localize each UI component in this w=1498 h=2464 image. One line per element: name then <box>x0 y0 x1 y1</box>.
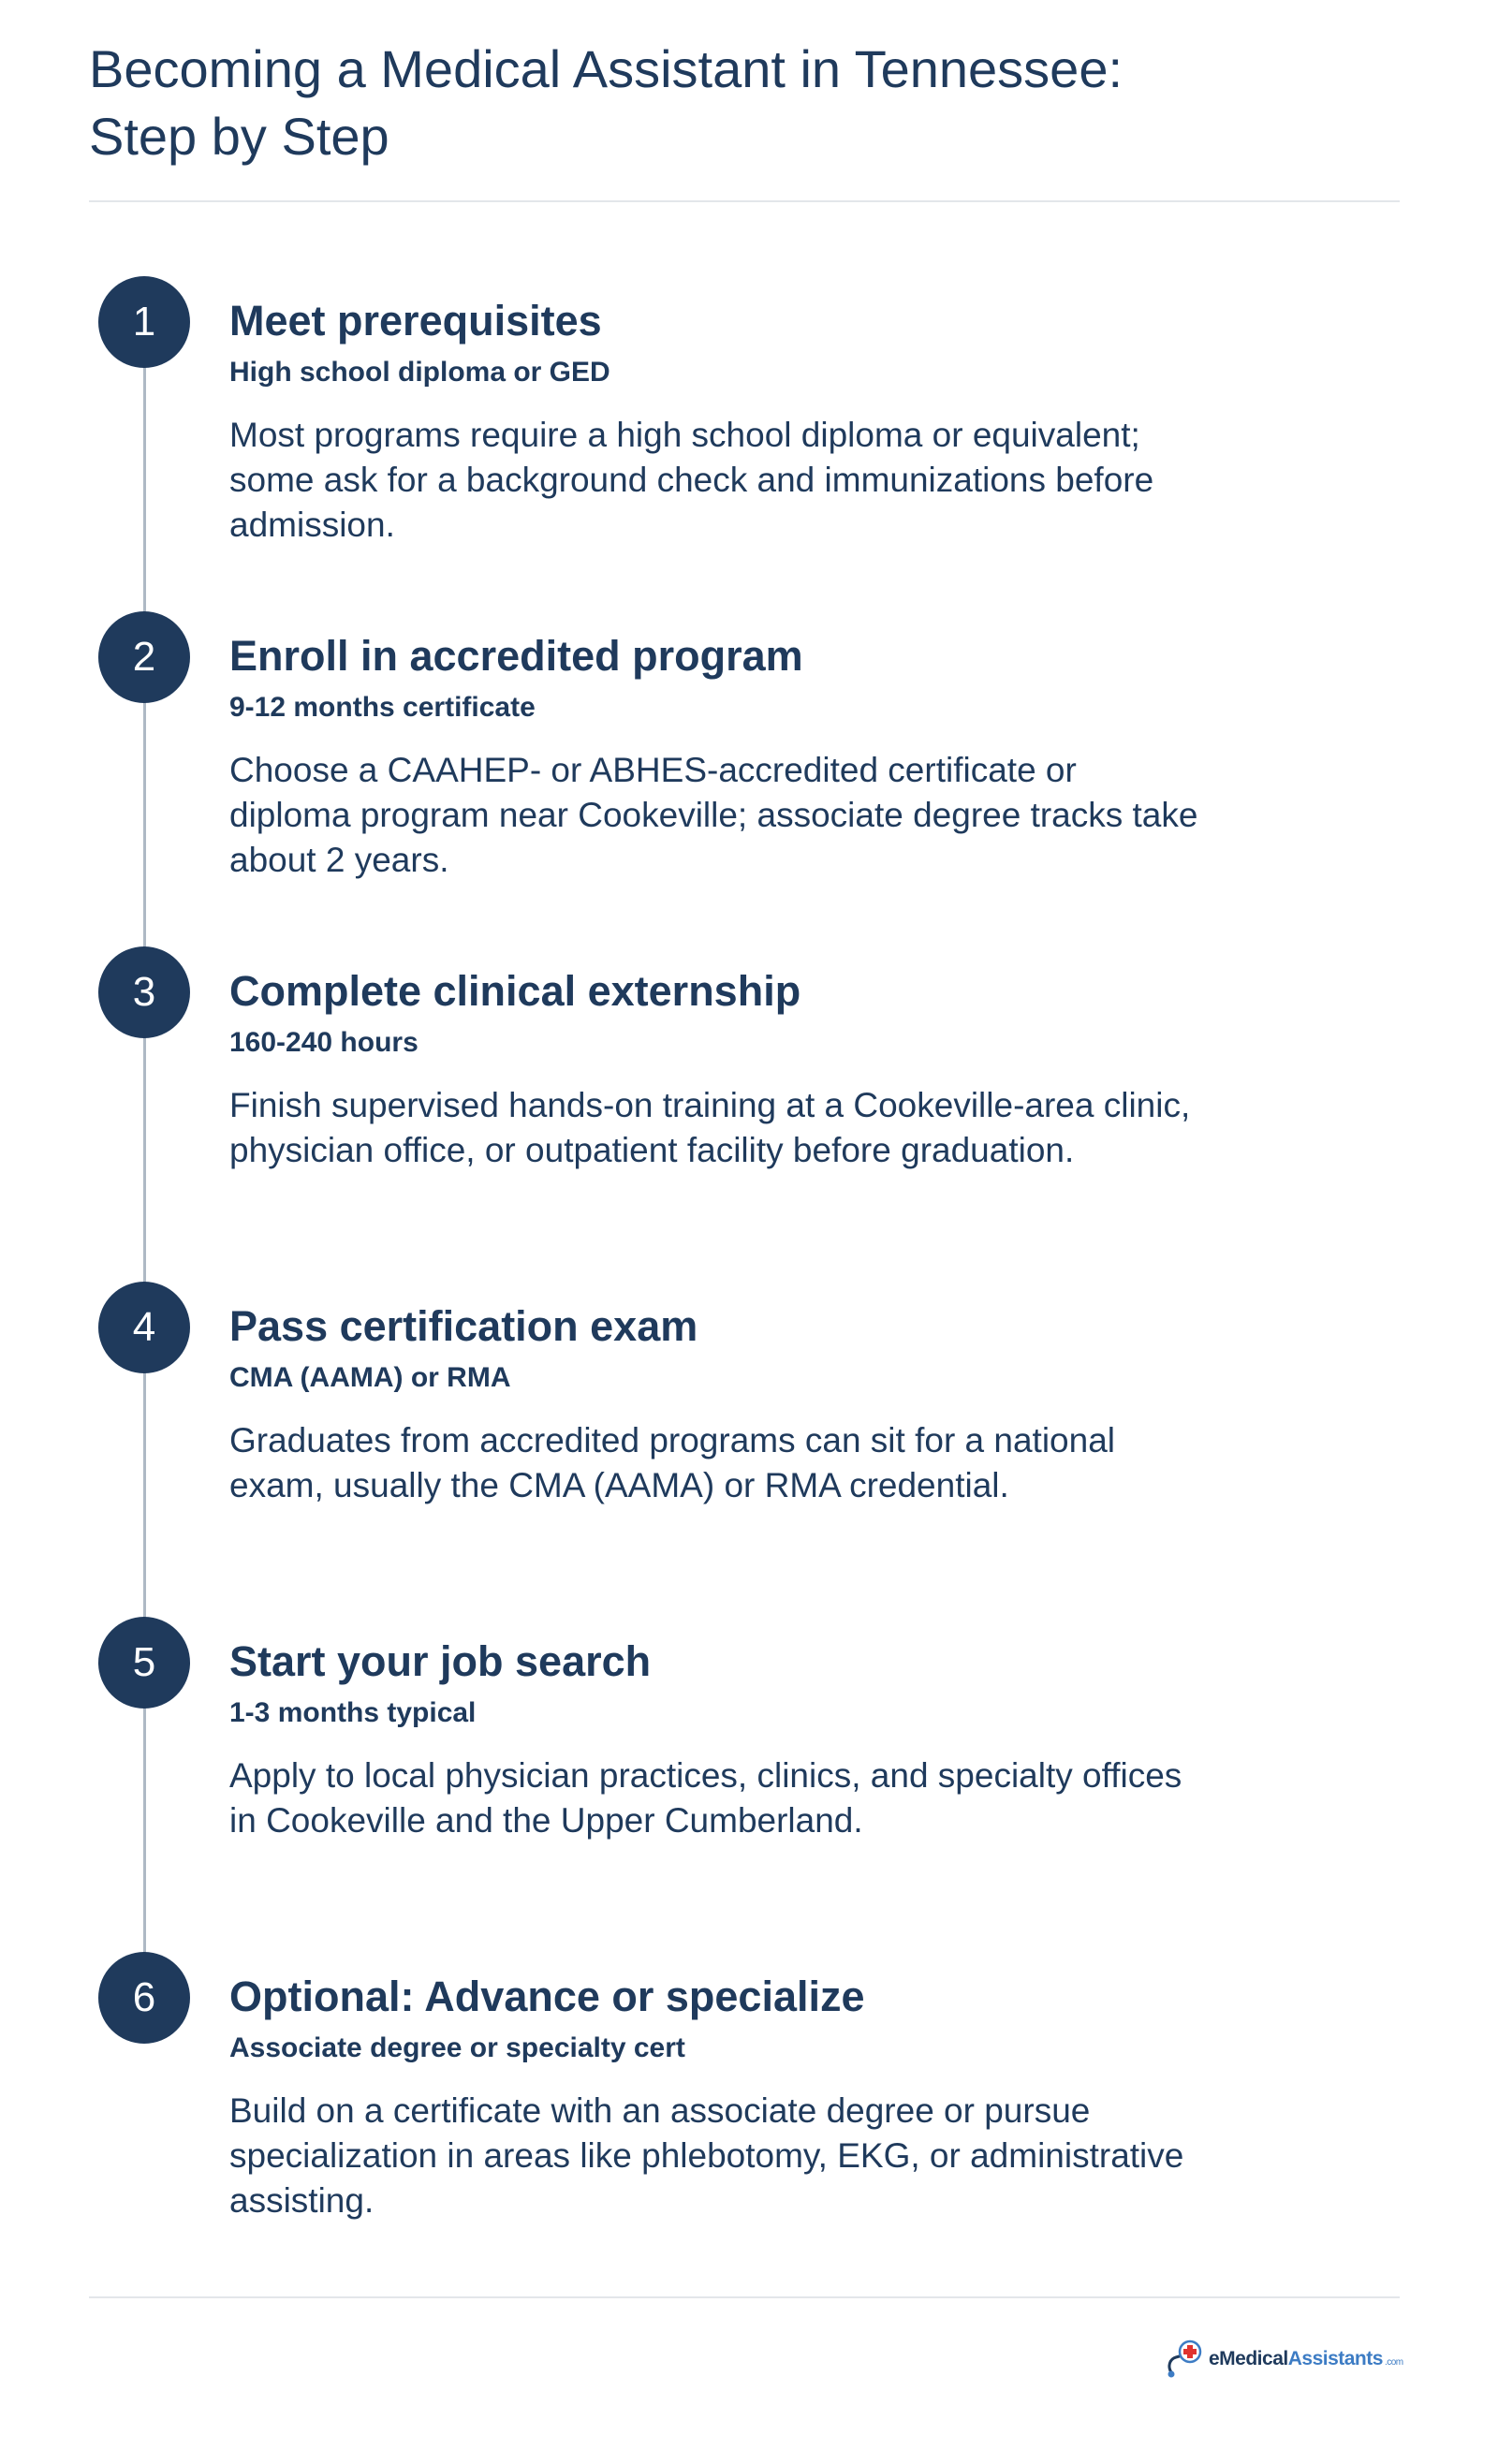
step-description: Graduates from accredited programs can sit for a national exam, usually the CMA (AAMA) or RMA credential. <box>229 1421 1116 1504</box>
step-description: Build on a certificate with an associate degree or pursue specialization in areas like phlebotomy, EKG, or administrative assisting. <box>229 2091 1184 2220</box>
step-number-badge: 5 <box>98 1617 190 1709</box>
timeline-connector <box>143 324 146 1995</box>
step-description: Most programs require a high school diploma or equivalent; some ask for a background check and immunizations before admission. <box>229 416 1154 544</box>
brand-logo-text: eMedicalAssistants .com <box>1209 2348 1403 2369</box>
step-subtitle: 9-12 months certificate <box>229 692 536 723</box>
page-title-line-2: Step by Step <box>89 107 389 166</box>
step-subtitle: 160-240 hours <box>229 1027 419 1058</box>
step-description: Apply to local physician practices, clinics, and specialty offices in Cookeville and the Upper Cumberland. <box>229 1756 1182 1840</box>
step-heading: Optional: Advance or specialize <box>229 1973 865 2020</box>
page-title <box>89 36 1306 170</box>
step-number-badge: 3 <box>98 946 190 1038</box>
step-number-badge: 1 <box>98 276 190 368</box>
stethoscope-cross-icon <box>1164 2339 1207 2380</box>
step-subtitle: 1-3 months typical <box>229 1697 477 1728</box>
step-description: Choose a CAAHEP- or ABHES-accredited certificate or diploma program near Cookeville; associate degree tracks take about 2 years. <box>229 751 1198 879</box>
page-title-line-1: Becoming a Medical Assistant in Tennessee: <box>89 39 1124 98</box>
step-number-badge: 4 <box>98 1282 190 1373</box>
top-divider <box>89 200 1400 202</box>
step-heading: Pass certification exam <box>229 1302 698 1350</box>
step-subtitle: Associate degree or specialty cert <box>229 2032 685 2063</box>
step-heading: Meet prerequisites <box>229 297 602 345</box>
bottom-divider <box>89 2296 1400 2298</box>
step-heading: Start your job search <box>229 1637 652 1685</box>
step-description: Finish supervised hands-on training at a Cookeville-area clinic, physician office, or outpatient facility before graduation. <box>229 1086 1191 1169</box>
step-subtitle: High school diploma or GED <box>229 357 610 388</box>
step-heading: Enroll in accredited program <box>229 632 803 680</box>
step-heading: Complete clinical externship <box>229 967 801 1015</box>
step-number-badge: 2 <box>98 611 190 703</box>
step-subtitle: CMA (AAMA) or RMA <box>229 1362 511 1393</box>
brand-logo <box>1164 2339 1407 2380</box>
step-number-badge: 6 <box>98 1952 190 2044</box>
